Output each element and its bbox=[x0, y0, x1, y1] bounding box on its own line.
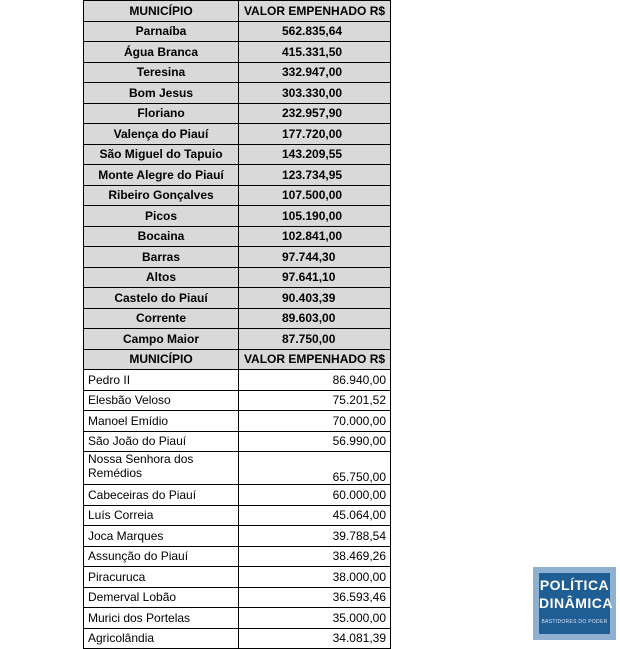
logo-line2: DINÂMICA bbox=[539, 595, 613, 611]
valor-cell: 75.201,52 bbox=[239, 390, 391, 411]
budget-table bbox=[83, 0, 391, 649]
valor-cell: 39.788,54 bbox=[239, 526, 391, 547]
table-row bbox=[84, 390, 391, 411]
table-row bbox=[84, 370, 391, 391]
valor-cell: 97.744,30 bbox=[239, 247, 391, 268]
municipio-cell: Pedro II bbox=[84, 370, 239, 391]
valor-cell: 38.000,00 bbox=[239, 567, 391, 588]
header-valor: VALOR EMPENHADO R$ bbox=[239, 349, 391, 370]
table-row bbox=[84, 608, 391, 629]
valor-cell: 415.331,50 bbox=[239, 42, 391, 63]
table-row bbox=[84, 452, 391, 485]
municipio-cell: Elesbão Veloso bbox=[84, 390, 239, 411]
municipio-cell: Barras bbox=[84, 247, 239, 268]
table-row bbox=[84, 206, 391, 227]
municipio-cell: Teresina bbox=[84, 62, 239, 83]
table-row bbox=[84, 308, 391, 329]
valor-cell: 45.064,00 bbox=[239, 505, 391, 526]
municipio-cell: Altos bbox=[84, 267, 239, 288]
table-row bbox=[84, 567, 391, 588]
municipio-cell: Agricolândia bbox=[84, 628, 239, 649]
header-municipio: MUNICÍPIO bbox=[84, 1, 239, 22]
municipio-cell: Bocaina bbox=[84, 226, 239, 247]
table-row bbox=[84, 103, 391, 124]
municipio-cell: Demerval Lobão bbox=[84, 587, 239, 608]
table-row bbox=[84, 431, 391, 452]
table-row bbox=[84, 144, 391, 165]
valor-cell: 123.734,95 bbox=[239, 165, 391, 186]
municipio-cell: Bom Jesus bbox=[84, 83, 239, 104]
valor-cell: 562.835,64 bbox=[239, 21, 391, 42]
table-row bbox=[84, 226, 391, 247]
valor-cell: 303.330,00 bbox=[239, 83, 391, 104]
municipio-cell: Picos bbox=[84, 206, 239, 227]
valor-cell: 34.081,39 bbox=[239, 628, 391, 649]
valor-cell: 332.947,00 bbox=[239, 62, 391, 83]
table-row bbox=[84, 411, 391, 432]
valor-cell: 232.957,90 bbox=[239, 103, 391, 124]
valor-cell: 60.000,00 bbox=[239, 485, 391, 506]
table-row bbox=[84, 628, 391, 649]
municipio-cell: Joca Marques bbox=[84, 526, 239, 547]
municipio-cell: Água Branca bbox=[84, 42, 239, 63]
logo-tagline: BASTIDORES DO PODER bbox=[541, 619, 608, 625]
valor-cell: 143.209,55 bbox=[239, 144, 391, 165]
table-row bbox=[84, 42, 391, 63]
valor-cell: 97.641,10 bbox=[239, 267, 391, 288]
municipio-cell: Manoel Emídio bbox=[84, 411, 239, 432]
municipio-cell: Luís Correia bbox=[84, 505, 239, 526]
table-row bbox=[84, 329, 391, 350]
municipio-cell: Campo Maior bbox=[84, 329, 239, 350]
valor-cell: 36.593,46 bbox=[239, 587, 391, 608]
table-row bbox=[84, 485, 391, 506]
municipio-cell: Castelo do Piauí bbox=[84, 288, 239, 309]
valor-cell: 105.190,00 bbox=[239, 206, 391, 227]
header-municipio: MUNICÍPIO bbox=[84, 349, 239, 370]
table-header-row bbox=[84, 1, 391, 22]
municipio-cell: Piracuruca bbox=[84, 567, 239, 588]
table-row bbox=[84, 526, 391, 547]
municipio-cell: Corrente bbox=[84, 308, 239, 329]
valor-cell: 38.469,26 bbox=[239, 546, 391, 567]
valor-cell: 90.403,39 bbox=[239, 288, 391, 309]
valor-cell: 86.940,00 bbox=[239, 370, 391, 391]
valor-cell: 102.841,00 bbox=[239, 226, 391, 247]
valor-cell: 56.990,00 bbox=[239, 431, 391, 452]
table-row bbox=[84, 247, 391, 268]
municipio-cell: Assunção do Piauí bbox=[84, 546, 239, 567]
table-row bbox=[84, 267, 391, 288]
valor-cell: 107.500,00 bbox=[239, 185, 391, 206]
valor-cell: 35.000,00 bbox=[239, 608, 391, 629]
municipio-cell: São João do Piauí bbox=[84, 431, 239, 452]
table-header-row bbox=[84, 349, 391, 370]
table-row bbox=[84, 21, 391, 42]
table-row bbox=[84, 587, 391, 608]
valor-cell: 89.603,00 bbox=[239, 308, 391, 329]
municipio-cell: Valença do Piauí bbox=[84, 124, 239, 145]
table-row bbox=[84, 185, 391, 206]
table-row bbox=[84, 83, 391, 104]
municipio-cell: Monte Alegre do Piauí bbox=[84, 165, 239, 186]
table-row bbox=[84, 546, 391, 567]
valor-cell: 177.720,00 bbox=[239, 124, 391, 145]
header-valor: VALOR EMPENHADO R$ bbox=[239, 1, 391, 22]
table-row bbox=[84, 62, 391, 83]
politica-dinamica-logo bbox=[533, 567, 616, 640]
municipio-cell: Murici dos Portelas bbox=[84, 608, 239, 629]
table-row bbox=[84, 124, 391, 145]
table-row bbox=[84, 165, 391, 186]
municipio-cell: Nossa Senhora dos Remédios bbox=[84, 452, 239, 485]
valor-cell: 87.750,00 bbox=[239, 329, 391, 350]
logo-badge bbox=[539, 573, 613, 634]
municipio-cell: Ribeiro Gonçalves bbox=[84, 185, 239, 206]
logo-line1: POLÍTICA bbox=[539, 577, 610, 593]
municipio-cell: Cabeceiras do Piauí bbox=[84, 485, 239, 506]
municipio-cell: São Miguel do Tapuio bbox=[84, 144, 239, 165]
table-row bbox=[84, 505, 391, 526]
budget-table-body bbox=[84, 1, 391, 649]
valor-cell: 65.750,00 bbox=[239, 452, 391, 485]
municipio-cell: Floriano bbox=[84, 103, 239, 124]
municipio-cell: Parnaíba bbox=[84, 21, 239, 42]
valor-cell: 70.000,00 bbox=[239, 411, 391, 432]
table-row bbox=[84, 288, 391, 309]
